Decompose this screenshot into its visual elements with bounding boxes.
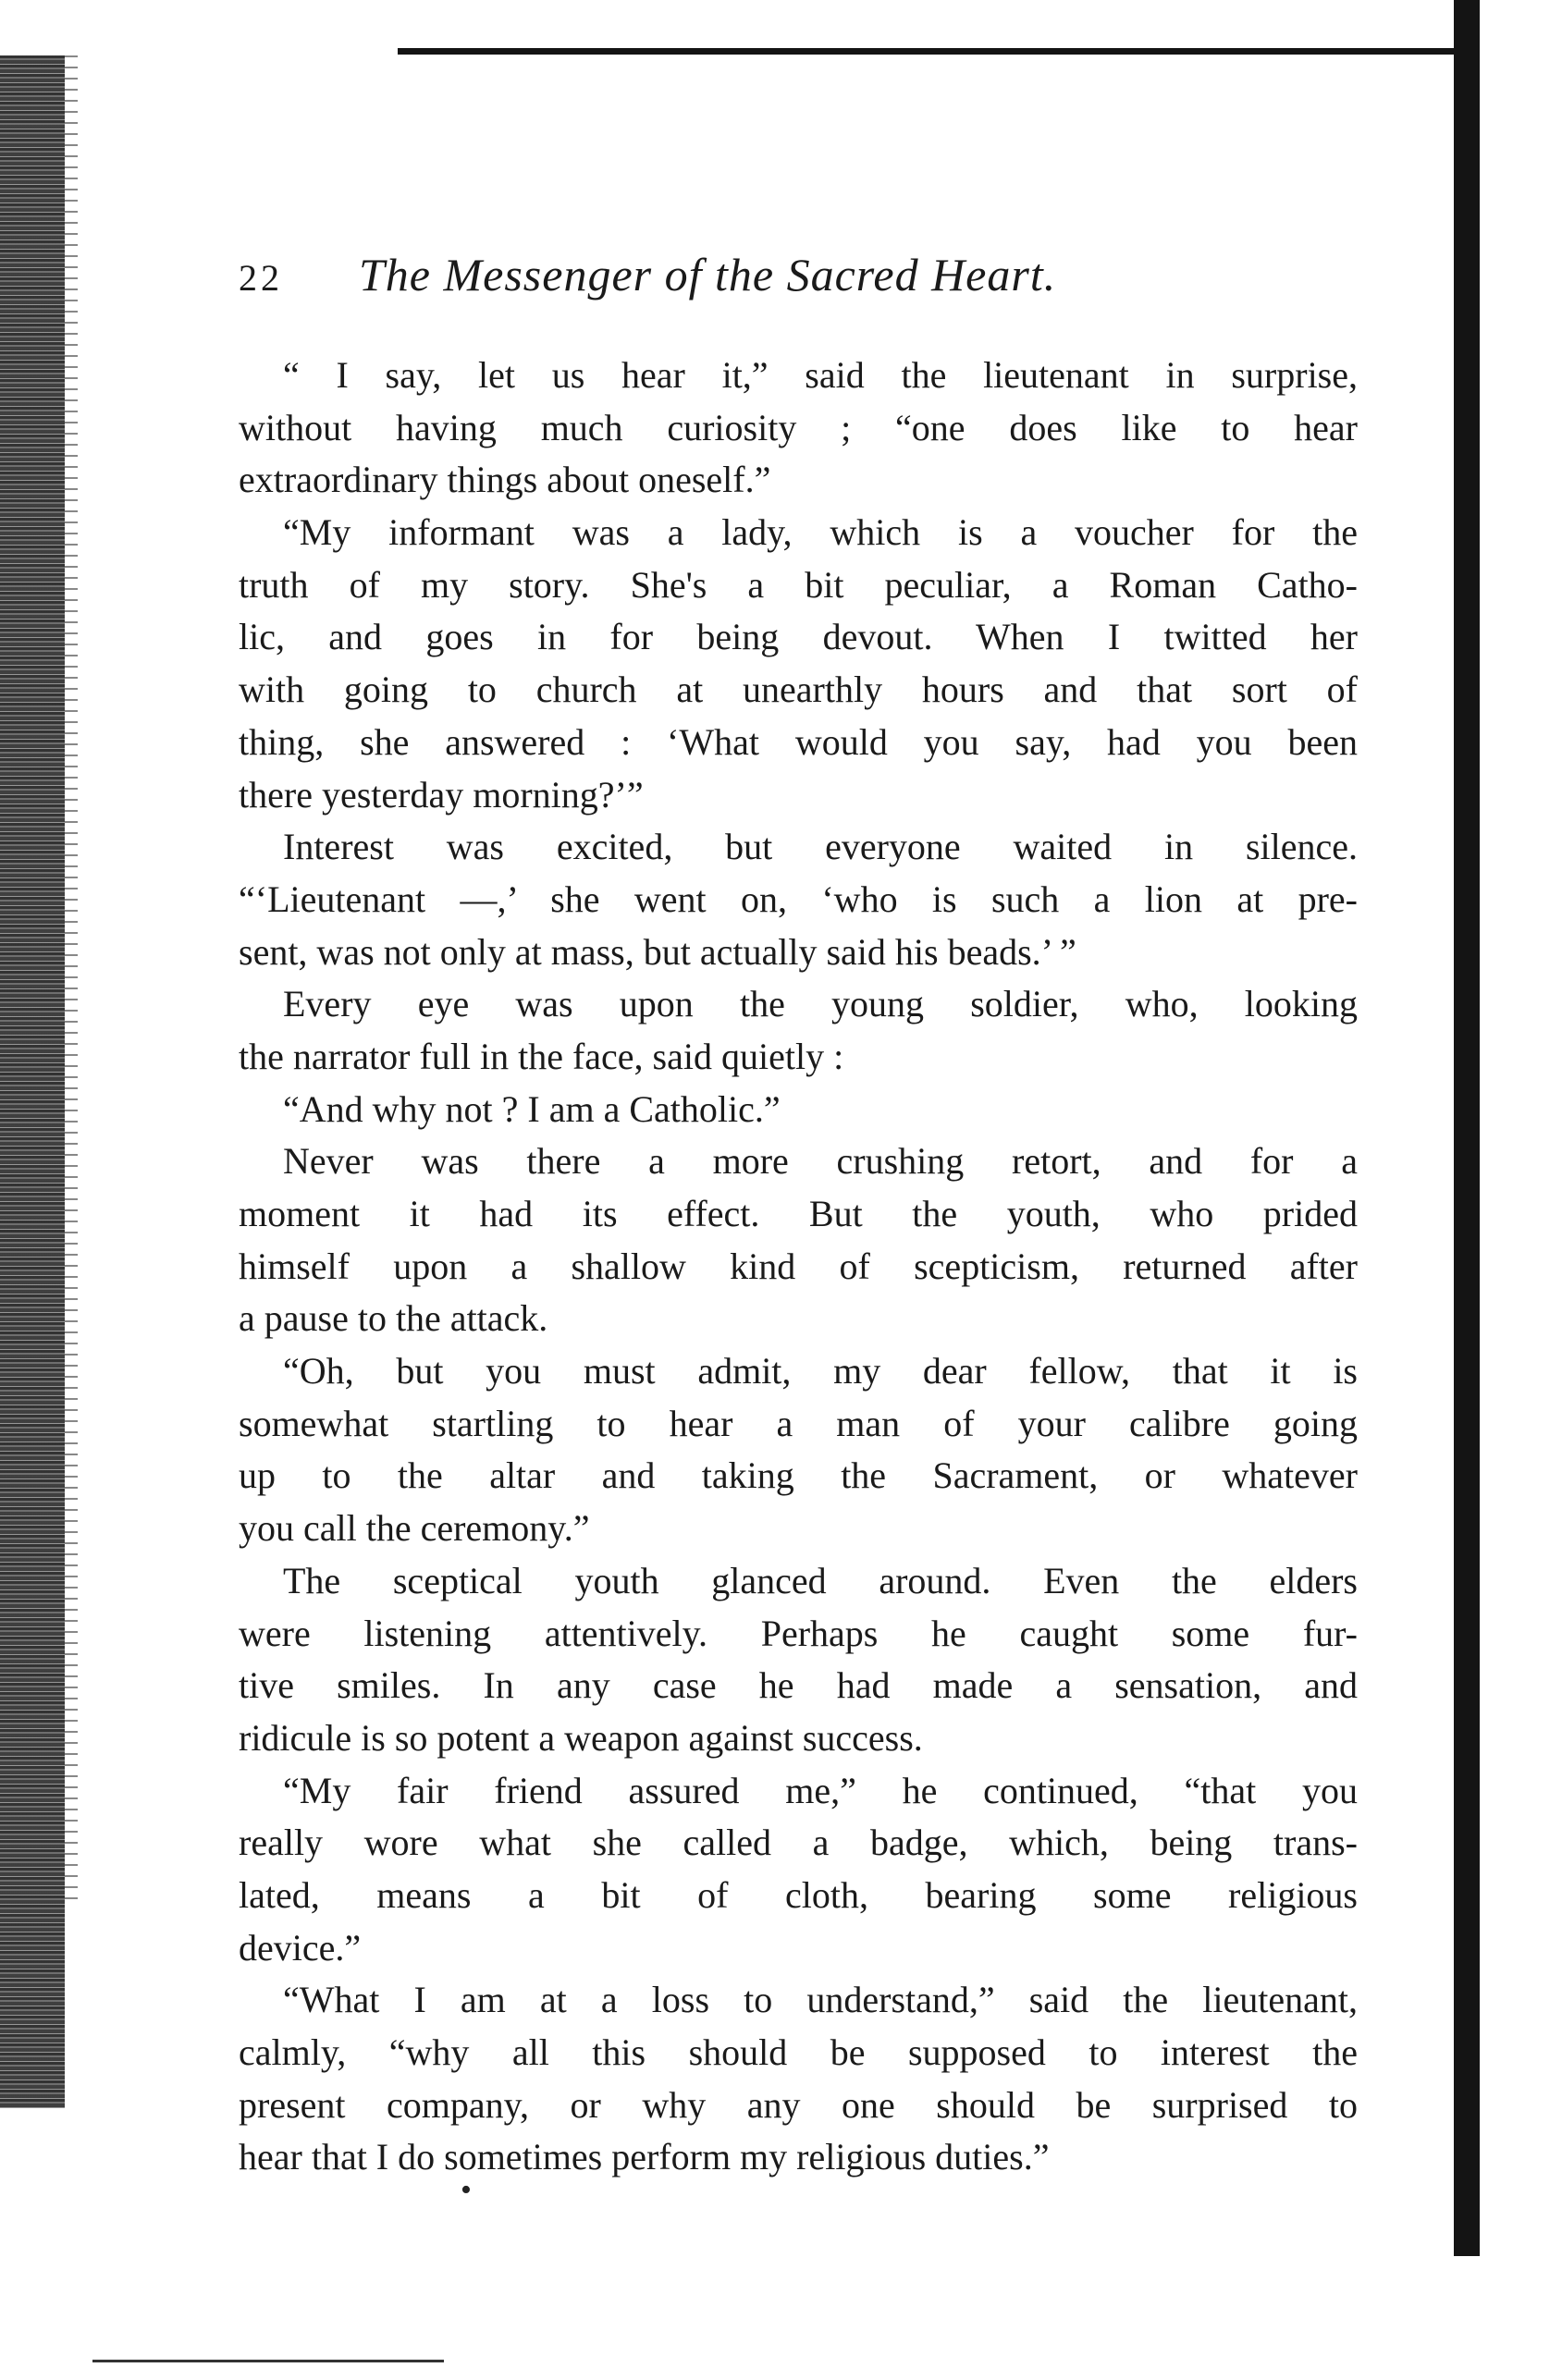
text-line: extraordinary things about oneself.” <box>239 459 771 501</box>
text-line: “What I am at a loss to understand,” said the lieutenant, <box>283 1979 1358 2021</box>
text-line: “My informant was a lady, which is a voucher for the <box>283 511 1358 554</box>
scan-bottom-rule <box>92 2360 444 2362</box>
page-number: 22 <box>239 257 283 299</box>
text-line: device.” <box>239 1926 362 1969</box>
text-line: were listening attentively. Perhaps he caught some fur- <box>239 1612 1358 1654</box>
text-line: lic, and goes in for being devout. When I twitted her <box>239 616 1358 658</box>
text-line: tive smiles. In any case he had made a sensation, and <box>239 1664 1358 1707</box>
text-line: himself upon a shallow kind of scepticism, returned after <box>239 1245 1358 1287</box>
text-line: calmly, “why all this should be supposed to interest the <box>239 2031 1358 2073</box>
text-line: “My fair friend assured me,” he continued, “that you <box>283 1769 1358 1811</box>
scan-shadow-left <box>0 55 65 2108</box>
text-line: sent, was not only at mass, but actually said his beads.’ ” <box>239 930 1076 973</box>
text-line: thing, she answered : ‘What would you say, had you been <box>239 720 1358 763</box>
text-line: The sceptical youth glanced around. Even the elders <box>283 1559 1358 1601</box>
text-line: up to the altar and taking the Sacrament, or whatever <box>239 1454 1358 1497</box>
text-line: truth of my story. She's a bit peculiar, a Roman Catho- <box>239 563 1358 606</box>
text-line: “Oh, but you must admit, my dear fellow, that it is <box>283 1350 1358 1392</box>
text-line: present company, or why any one should be surprised to <box>239 2083 1358 2126</box>
text-line: really wore what she called a badge, which, being trans- <box>239 1822 1358 1864</box>
text-line: with going to church at unearthly hours and that sort of <box>239 669 1358 711</box>
text-line: Every eye was upon the young soldier, who, looking <box>283 983 1358 1025</box>
text-line: without having much curiosity ; “one does like to hear <box>239 406 1358 448</box>
ink-speck: • <box>461 2173 472 2207</box>
text-line: a pause to the attack. <box>239 1297 548 1340</box>
text-line: there yesterday morning?’” <box>239 773 644 816</box>
running-title: The Messenger of the Sacred Heart. <box>359 249 1057 301</box>
text-line: somewhat startling to hear a man of your calibre going <box>239 1402 1358 1444</box>
text-line: ridicule is so potent a weapon against success. <box>239 1716 923 1759</box>
text-line: “And why not ? I am a Catholic.” <box>283 1087 781 1130</box>
scan-shadow-left-inner <box>65 55 78 1905</box>
text-line: “ I say, let us hear it,” said the lieutenant in surprise, <box>283 354 1358 396</box>
text-line: Interest was excited, but everyone waited in silence. <box>283 826 1358 868</box>
text-line: moment it had its effect. But the youth, who prided <box>239 1193 1358 1234</box>
text-line: you call the ceremony.” <box>239 1507 590 1550</box>
text-line: “‘Lieutenant —,’ she went on, ‘who is such a lion at pre- <box>239 877 1358 920</box>
text-line: lated, means a bit of cloth, bearing some religious <box>239 1873 1358 1916</box>
scan-shadow-right <box>1454 0 1480 2256</box>
text-line: the narrator full in the face, said quietly : <box>239 1035 844 1077</box>
body-text <box>239 350 1358 2184</box>
text-line: hear that I do sometimes perform my religious duties.” <box>239 2136 1050 2178</box>
text-line: Never was there a more crushing retort, and for a <box>283 1140 1358 1183</box>
running-head <box>239 248 1348 303</box>
scan-top-rule <box>398 48 1461 55</box>
